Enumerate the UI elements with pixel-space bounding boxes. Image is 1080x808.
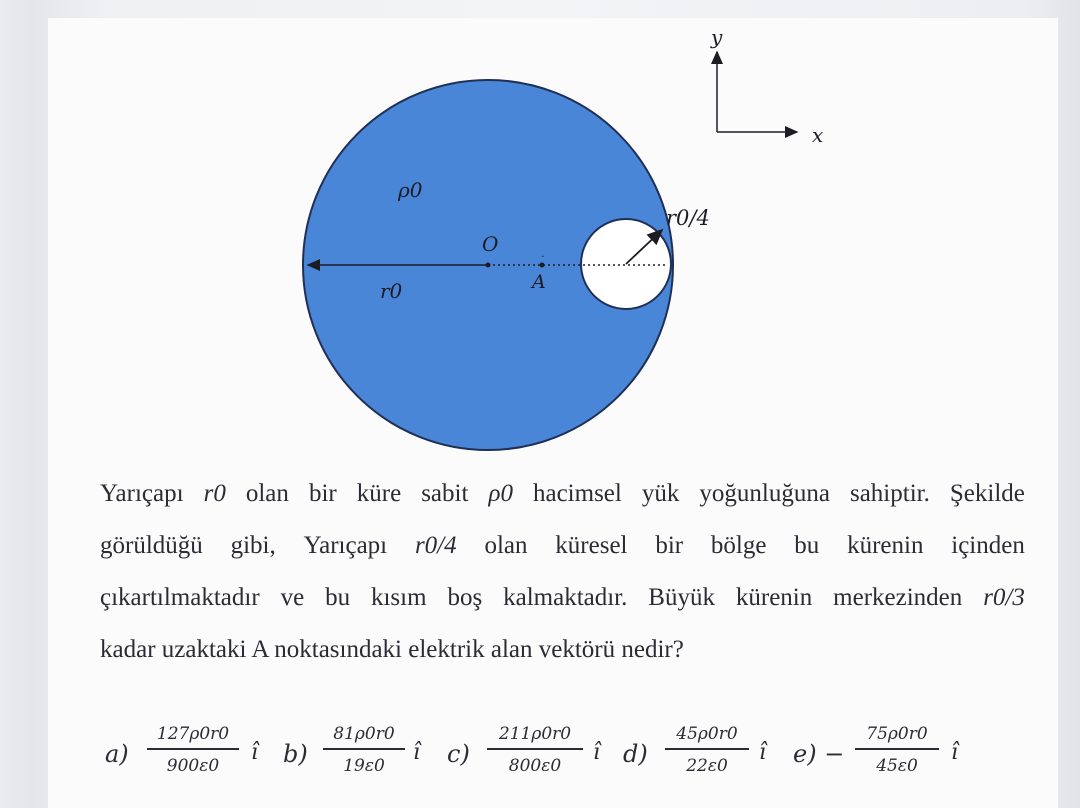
fraction-a: 127ρ0r0 900ε0	[147, 724, 239, 776]
option-b[interactable]: b) 81ρ0r0 19ε0 î	[283, 724, 421, 776]
fraction-b: 81ρ0r0 19ε0	[323, 724, 405, 776]
answer-options	[105, 724, 1035, 794]
question-line-3: çıkartılmaktadır ve bu kısım boş kalmaktadır. Büyük kürenin merkezinden r0/3	[100, 584, 1025, 611]
rho-label: ρ0	[398, 178, 423, 202]
y-axis-label: y	[711, 25, 723, 49]
question-line-1: Yarıçapı r0 olan bir küre sabit ρ0 hacimsel yük yoğunluğuna sahiptir. Şekilde	[100, 480, 1025, 507]
fraction-d: 45ρ0r0 22ε0	[665, 724, 749, 776]
question-text	[100, 480, 1025, 670]
point-a	[540, 263, 545, 268]
center-point	[486, 263, 491, 268]
unit-vector-a: î	[251, 740, 259, 765]
unit-vector-d: î	[759, 740, 767, 765]
question-line-2: görüldüğü gibi, Yarıçapı r0/4 olan küresel bir bölge bu kürenin içinden	[100, 532, 1025, 559]
cavity-radius-label: r0/4	[666, 206, 710, 230]
unit-vector-b: î	[413, 740, 421, 765]
option-d[interactable]: d) 45ρ0r0 22ε0 î	[623, 724, 767, 776]
option-e[interactable]: e) − 75ρ0r0 45ε0 î	[793, 724, 959, 776]
option-a[interactable]: a) 127ρ0r0 900ε0 î	[105, 724, 259, 776]
point-a-dot: ·	[541, 252, 545, 263]
fraction-c: 211ρ0r0 800ε0	[487, 724, 583, 776]
option-c[interactable]: c) 211ρ0r0 800ε0 î	[447, 724, 601, 776]
question-line-4: kadar uzaktaki A noktasındaki elektrik alan vektörü nedir?	[100, 636, 684, 663]
x-axis-label: x	[812, 123, 824, 147]
fraction-e: 75ρ0r0 45ε0	[855, 724, 939, 776]
unit-vector-e: î	[951, 740, 959, 765]
radius-label: r0	[380, 279, 403, 303]
point-label: A	[532, 271, 546, 293]
unit-vector-c: î	[593, 740, 601, 765]
center-label: O	[482, 232, 499, 256]
